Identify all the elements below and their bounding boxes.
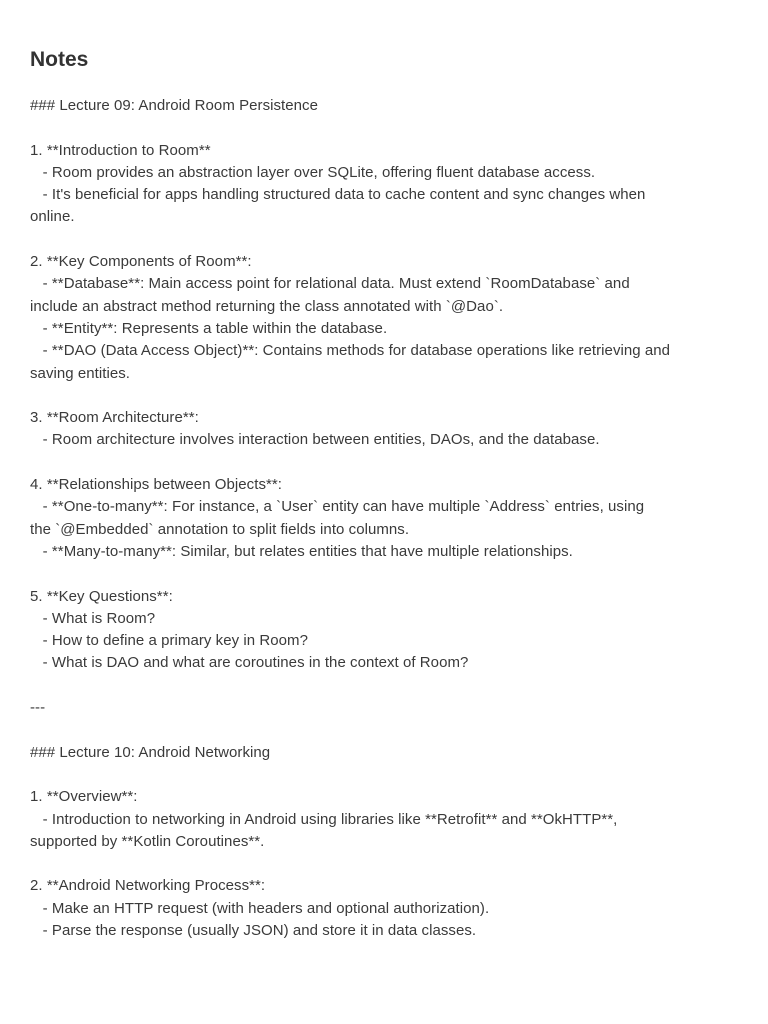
note-line: 3. **Room Architecture**: (30, 409, 199, 427)
note-line: - **One-to-many**: For instance, a `User` entity can have multiple `Address` entries, using (30, 498, 645, 516)
note-line: - **Entity**: Represents a table within the database. (30, 319, 388, 337)
note-line: 1. **Introduction to Room** (30, 141, 211, 159)
note-line: ### Lecture 09: Android Room Persistence (30, 97, 319, 114)
page-title: Notes (30, 48, 89, 71)
note-line: - **DAO (Data Access Object)**: Contains methods for database operations like retrieving and (30, 342, 671, 360)
note-line: - What is DAO and what are coroutines in the context of Room? (30, 654, 469, 672)
note-line: --- (30, 699, 46, 717)
note-line: 2. **Android Networking Process**: (30, 877, 266, 895)
note-line: - Parse the response (usually JSON) and store it in data classes. (30, 921, 477, 939)
note-line (30, 385, 735, 407)
note-line: 5. **Key Questions**: (30, 587, 173, 605)
note-line: 4. **Relationships between Objects**: (30, 476, 282, 494)
note-line (30, 117, 735, 139)
note-line: - Room architecture involves interaction between entities, DAOs, and the database. (30, 431, 600, 449)
note-line: - **Many-to-many**: Similar, but relates entities that have multiple relationships. (30, 542, 573, 560)
note-line: the `@Embedded` annotation to split fields into columns. (30, 520, 410, 538)
note-line (30, 764, 735, 786)
note-line: saving entities. (30, 364, 131, 382)
note-line: online. (30, 208, 75, 226)
note-line (30, 853, 735, 875)
note-line (30, 452, 735, 474)
note-line: - **Database**: Main access point for relational data. Must extend `RoomDatabase` and (30, 275, 630, 293)
note-line: include an abstract method returning the class annotated with `@Dao`. (30, 297, 504, 315)
note-line: - What is Room? (30, 609, 156, 627)
note-line (30, 229, 735, 251)
note-line: - It's beneficial for apps handling structured data to cache content and sync changes when (30, 186, 646, 204)
note-text-area[interactable] (30, 95, 735, 942)
note-line: - Room provides an abstraction layer over SQLite, offering fluent database access. (30, 163, 596, 181)
note-line: 1. **Overview**: (30, 788, 138, 806)
note-line: ### Lecture 10: Android Networking (30, 743, 271, 761)
note-line (30, 719, 735, 741)
note-line: - How to define a primary key in Room? (30, 632, 308, 650)
note-line: - Introduction to networking in Android using libraries like **Retrofit** and **OkHTTP**, (30, 810, 618, 828)
note-line: - Make an HTTP request (with headers and optional authorization). (30, 899, 490, 917)
note-line: 2. **Key Components of Room**: (30, 253, 252, 271)
note-line: supported by **Kotlin Coroutines**. (30, 832, 265, 850)
note-line (30, 675, 735, 697)
note-line (30, 563, 735, 585)
